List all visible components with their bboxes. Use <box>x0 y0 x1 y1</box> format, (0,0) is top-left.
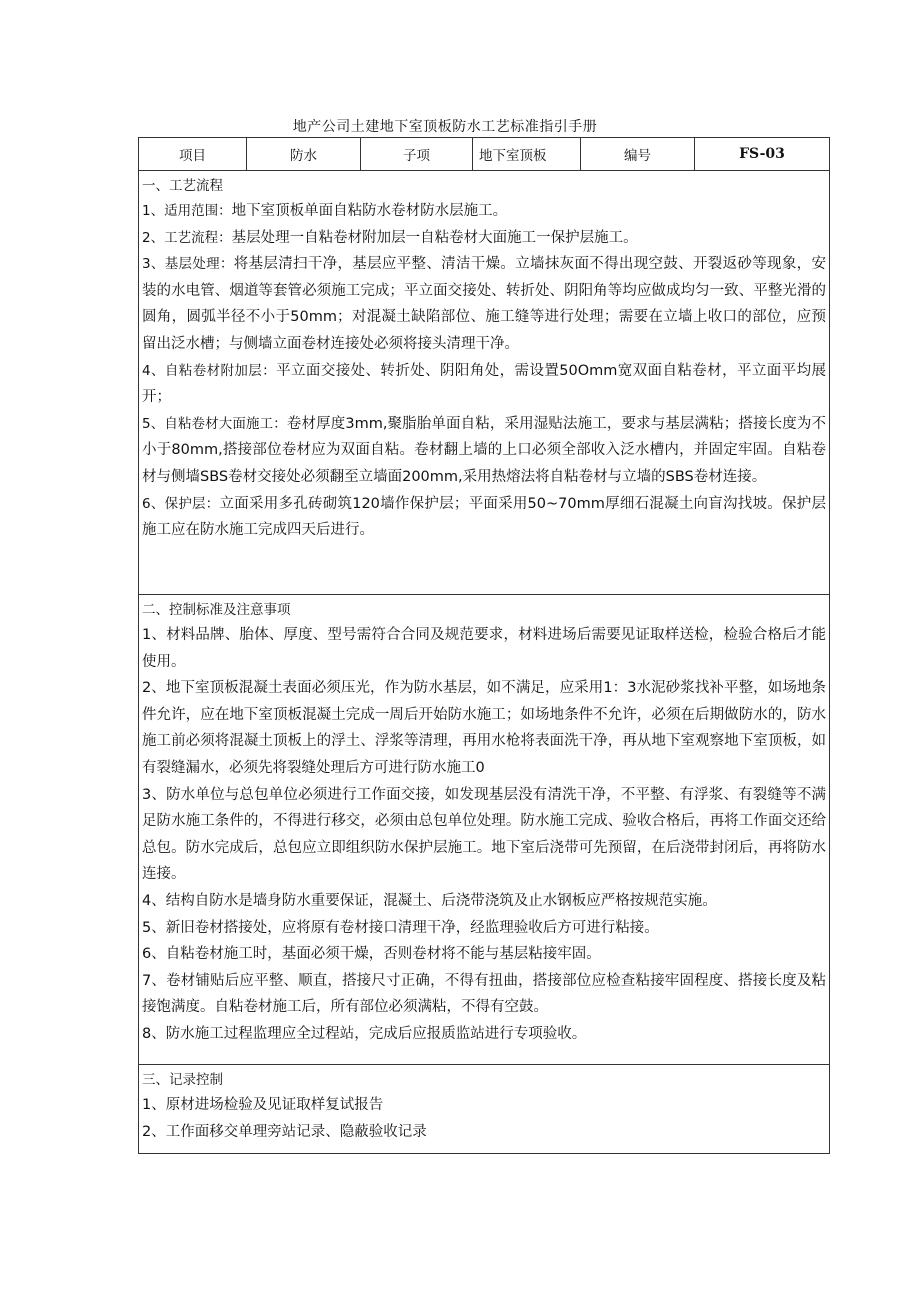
control-item: 6、自粘卷材施工时，基面必须干燥，否则卷材将不能与基层粘接牢固。 <box>142 946 601 963</box>
control-item: 3、防水单位与总包单位必须进行工作面交接，如发现基层没有清洗干净，不平整、有浮浆、有裂缝等不满足防水施工条件的，不得进行移交，必须由总包单位处理。防水施工完成、验收合格后，再将工作面交还给总包。防水完成后，总包应立即组织防水保护层施工。地下室后浇带可先预留，在后浇带封闭后，再将防水连接。 <box>142 786 826 883</box>
section-control-title: 二、控制标准及注意事项 <box>142 602 291 618</box>
section-process <box>139 171 829 595</box>
control-item: 1、材料品牌、胎体、厚度、型号需符合合同及规范要求，材料进场后需要见证取样送检，检验合格后才能使用。 <box>142 627 826 670</box>
control-item: 7、卷材铺贴后应平整、顺直，搭接尺寸正确，不得有扭曲，搭接部位应检查粘接牢固程度、搭接长度及粘接饱满度。自粘卷材施工后，所有部位必须满粘，不得有空鼓。 <box>142 972 826 1016</box>
sub-label: 子项 <box>361 138 473 170</box>
control-item: 2、地下室顶板混凝土表面必须压光，作为防水基层，如不满足，应采用1：3水泥砂浆找补平整，如场地条件允许，应在地下室顶板混凝土完成一周后开始防水施工；如场地条件不允许，必须在后期做防水的，防水施工前必须将混凝土顶板上的浮土、浮浆等清理，再用水枪将表面洗干净，再从地下室观察地下室顶板，如有裂缝漏水，必须先将裂缝处理后方可进行防水施工0 <box>142 680 826 776</box>
section-process-title: 一、工艺流程 <box>142 178 223 194</box>
code-value: FS-03 <box>739 146 785 162</box>
section-records <box>139 1065 829 1153</box>
item-label: 项目 <box>139 138 247 170</box>
process-item: 6、保护层：立面采用多孔砖砌筑120墙作保护层；平面采用50~70mm厚细石混凝土向盲沟找坡。保护层施工应在防水施工完成四天后进行。 <box>142 495 826 539</box>
control-items <box>142 622 826 1065</box>
process-item: 4、自粘卷材附加层：平立面交接处、转折处、阴阳角处，需设置50Omm宽双面自粘卷材，平立面平均展开； <box>142 362 826 406</box>
process-item: 1、适用范围：地下室顶板单面自粘防水卷材防水层施工。 <box>142 203 508 219</box>
header-row <box>139 138 829 171</box>
process-item: 2、工艺流程：基层处理一自粘卷材附加层一自粘卷材大面施工一保护层施工。 <box>142 229 638 246</box>
control-item: 4、结构自防水是墙身防水重要保证，混凝土、后浇带浇筑及止水钢板应严格按规范实施。 <box>142 892 717 909</box>
process-item: 5、自粘卷材大面施工：卷材厚度3mm,聚脂胎单面自粘，采用湿贴法施工，要求与基层满粘；搭接长度为不小于80mm,搭接部位卷材应为双面自粘。卷材翻上墙的上口必须全部收入泛水槽内，并固定牢固。自粘卷材与侧墙SBS卷材交接处必须翻至立墙面200mm,采用热熔法将自粘卷材与立墙的SBS卷材连接。 <box>142 415 826 485</box>
control-item: 8、防水施工过程监理应全过程站，完成后应报质监站进行专项验收。 <box>142 1025 587 1042</box>
control-item: 5、新旧卷材搭接处，应将原有卷材接口清理干净，经监理验收后方可进行粘接。 <box>142 919 659 936</box>
process-item: 3、基层处理：将基层清扫干净，基层应平整、清洁干燥。立墙抹灰面不得出现空鼓、开裂返砂等现象，安装的水电管、烟道等套管必须施工完成；平立面交接处、转折处、阴阳角等均应做成均匀一致、平整光滑的圆角，圆弧半径不小于50mm；对混凝土缺陷部位、施工缝等进行处理；需要在立墙上收口的部位，应预留出泛水槽；与侧墙立面卷材连接处必须将接头清理干净。 <box>142 256 826 352</box>
section-control-standards <box>139 595 829 1065</box>
section-records-title: 三、记录控制 <box>142 1072 223 1088</box>
code-label: 编号 <box>581 138 695 170</box>
sub-value: 地下室顶板 <box>473 138 581 170</box>
record-item: 2、工作面移交单理旁站记录、隐蔽验收记录 <box>142 1123 427 1140</box>
record-item: 1、原材进场检验及见证取样复试报告 <box>142 1097 384 1113</box>
item-value: 防水 <box>247 138 361 170</box>
page-title: 地产公司土建地下室顶板防水工艺标准指引手册 <box>292 119 598 135</box>
standard-table <box>138 137 830 1154</box>
